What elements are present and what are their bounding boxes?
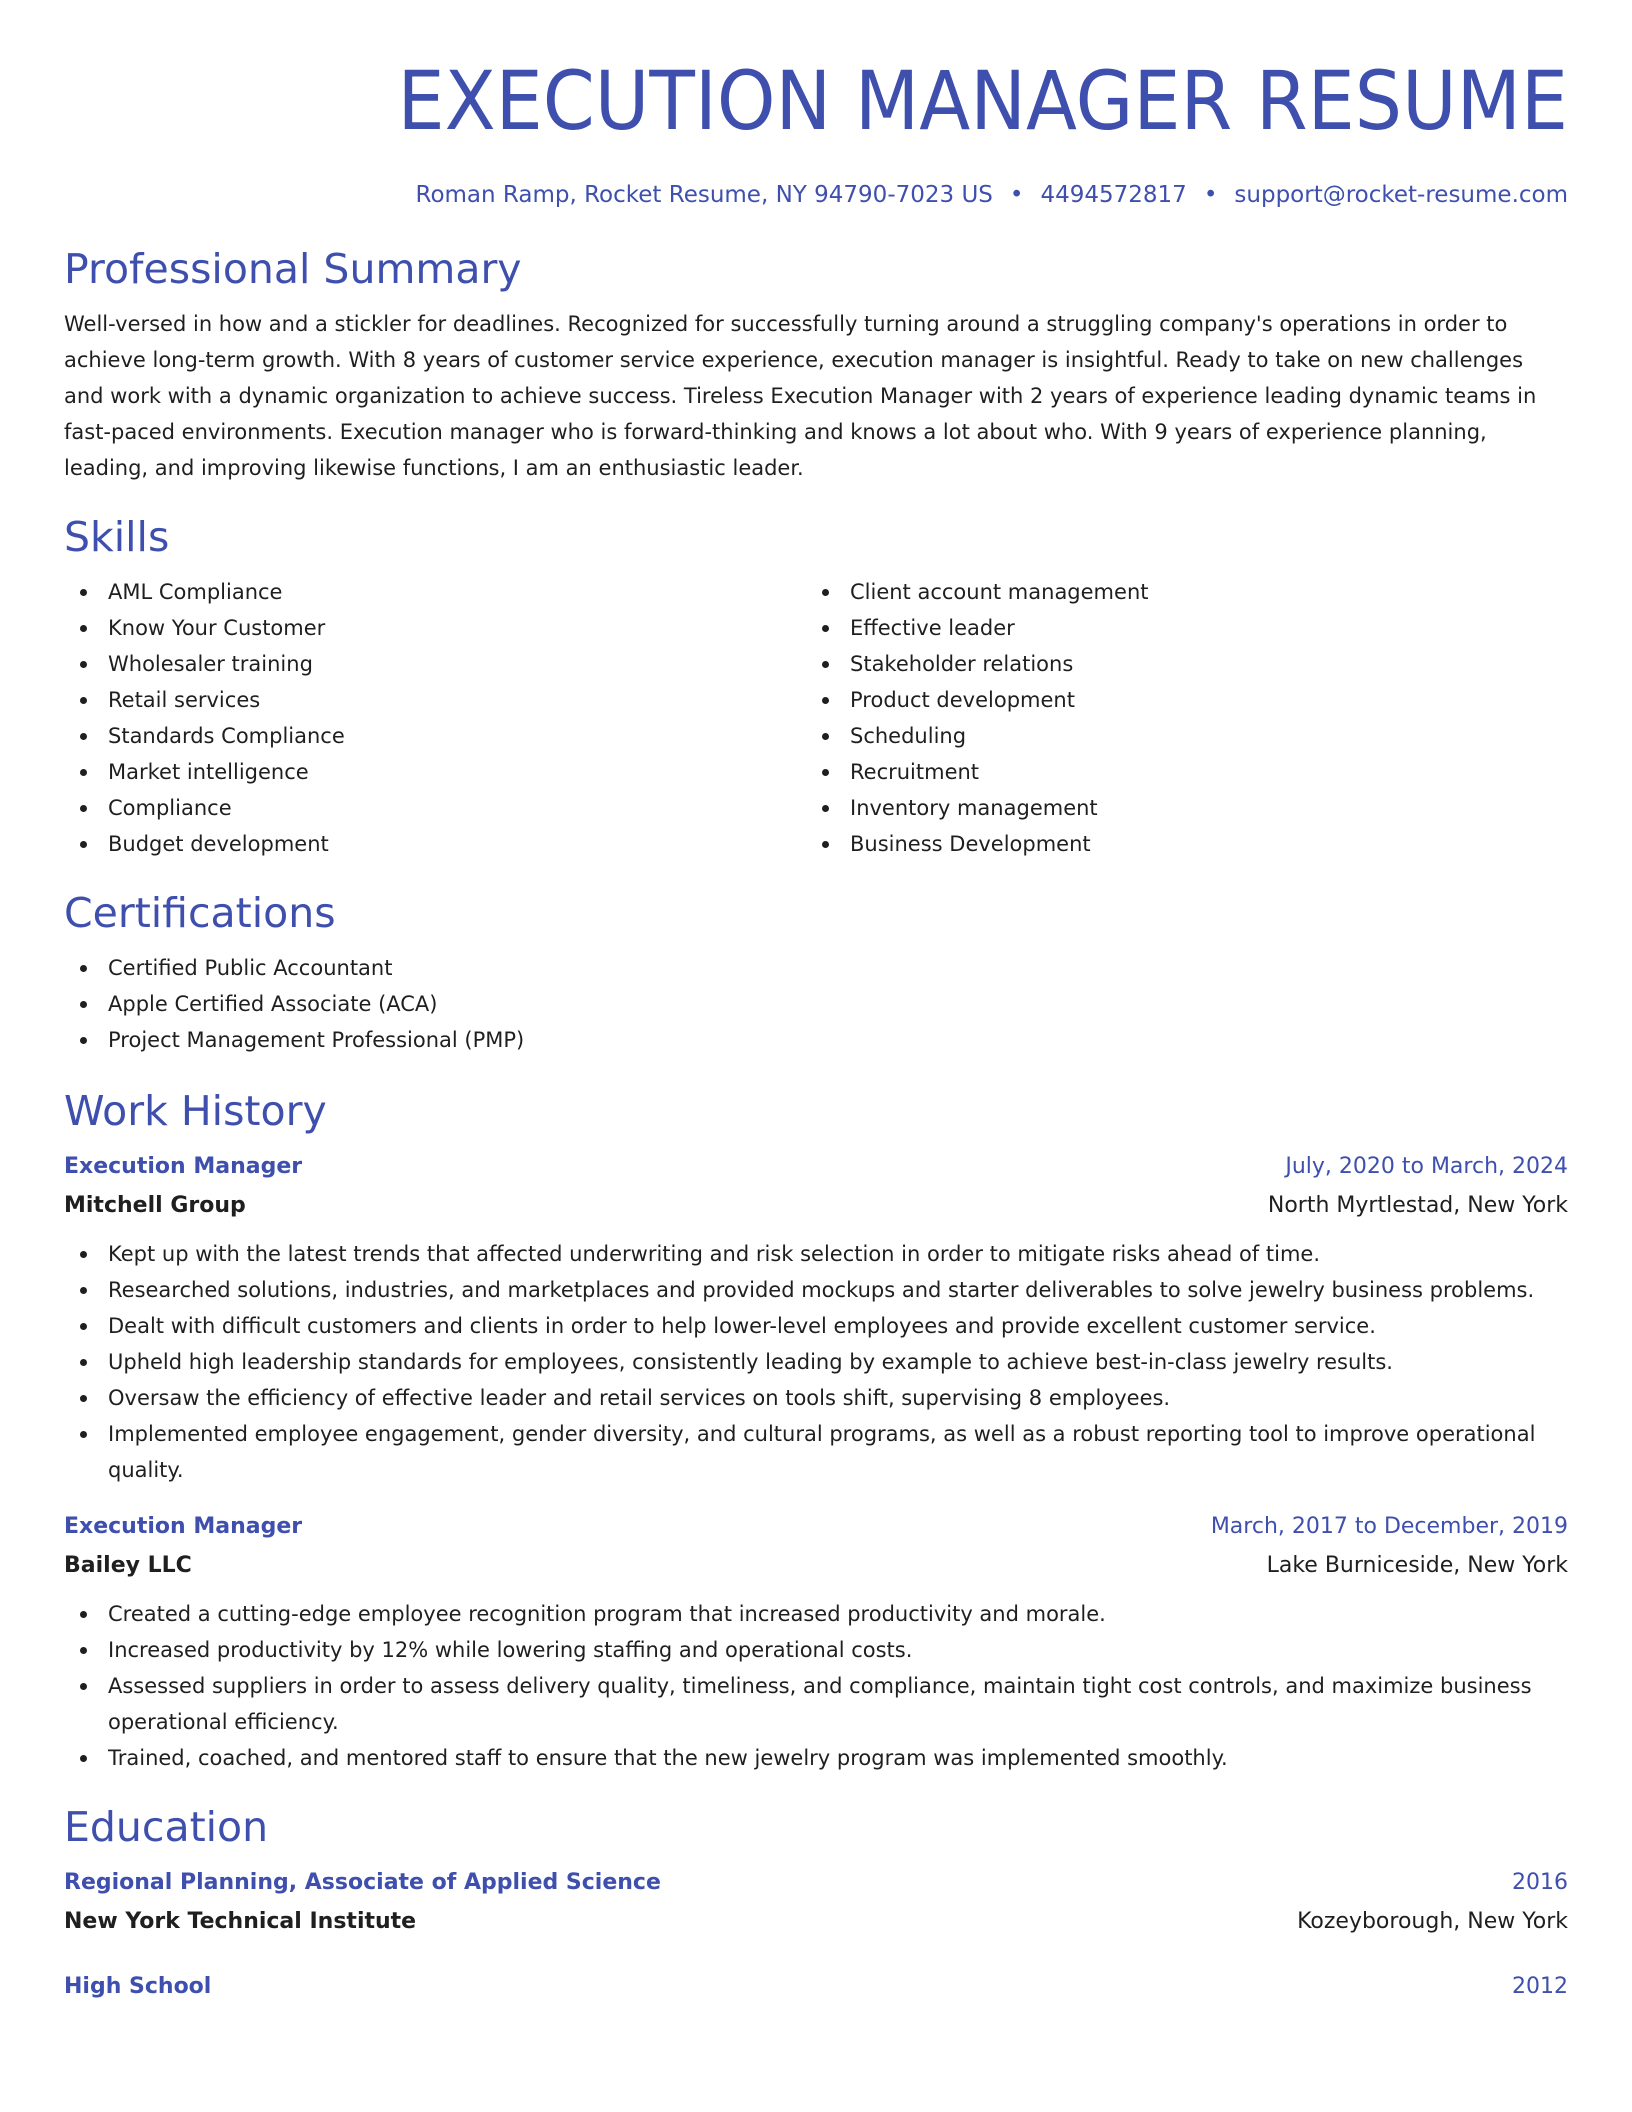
school-location: Kozeyborough, New York: [1297, 1909, 1568, 1934]
skills-heading: Skills: [64, 513, 170, 561]
contact-line: [64, 180, 1568, 210]
certification-item: Certified Public Accountant: [64, 950, 1568, 986]
job-bullet: Implemented employee engagement, gender diversity, and cultural programs, as well as a robust reporting tool to improve operational quality.: [64, 1416, 1568, 1488]
company-name: Mitchell Group: [64, 1193, 246, 1218]
skill-item: AML Compliance: [64, 574, 806, 610]
job-bullet: Trained, coached, and mentored staff to ensure that the new jewelry program was implemented smoothly.: [64, 1740, 1568, 1776]
skill-item: Compliance: [64, 790, 806, 826]
job-bullet: Kept up with the latest trends that affected underwriting and risk selection in order to mitigate risks ahead of time.: [64, 1236, 1568, 1272]
job-bullet: Increased productivity by 12% while lowering staffing and operational costs.: [64, 1632, 1568, 1668]
contact-separator: •: [1203, 182, 1218, 208]
contact-email: support@rocket-resume.com: [1234, 182, 1568, 208]
skill-item: Stakeholder relations: [806, 646, 1548, 682]
education-year: 2016: [1512, 1870, 1568, 1895]
job-location: North Myrtlestad, New York: [1267, 1193, 1568, 1218]
job-bullets: [64, 1596, 1568, 1776]
job-bullet: Upheld high leadership standards for employees, consistently leading by example to achieve best-in-class jewelry results.: [64, 1344, 1568, 1380]
summary-heading: Professional Summary: [64, 245, 522, 293]
skill-item: Client account management: [806, 574, 1548, 610]
skill-item: Retail services: [64, 682, 806, 718]
skill-item: Scheduling: [806, 718, 1548, 754]
contact-separator: •: [1009, 182, 1024, 208]
resume-page: [64, 0, 1568, 2006]
skill-item: Budget development: [64, 826, 806, 862]
skill-item: Standards Compliance: [64, 718, 806, 754]
work-history-heading: Work History: [64, 1087, 327, 1135]
certification-item: Project Management Professional (PMP): [64, 1022, 1568, 1058]
job-bullet: Oversaw the efficiency of effective leader and retail services on tools shift, supervising 8 employees.: [64, 1380, 1568, 1416]
job-bullet: Assessed suppliers in order to assess delivery quality, timeliness, and compliance, maintain tight cost controls, and maximize business operational efficiency.: [64, 1668, 1568, 1740]
company-name: Bailey LLC: [64, 1553, 192, 1578]
job-bullets: [64, 1236, 1568, 1488]
skill-item: Market intelligence: [64, 754, 806, 790]
contact-phone: 4494572817: [1040, 182, 1187, 208]
skill-item: Know Your Customer: [64, 610, 806, 646]
job-bullet: Researched solutions, industries, and marketplaces and provided mockups and starter deliverables to solve jewelry business problems.: [64, 1272, 1568, 1308]
contact-address: Roman Ramp, Rocket Resume, NY 94790-7023 US: [415, 182, 993, 208]
job-title: Execution Manager: [64, 1514, 303, 1539]
skill-item: Effective leader: [806, 610, 1548, 646]
job-entry: [64, 1508, 1568, 1776]
job-dates: March, 2017 to December, 2019: [1210, 1514, 1568, 1539]
degree-title: High School: [64, 1974, 212, 1999]
job-entry: [64, 1148, 1568, 1488]
job-title: Execution Manager: [64, 1154, 303, 1179]
education-year: 2012: [1512, 1974, 1568, 1999]
education-entry: [64, 1864, 1568, 1942]
job-location: Lake Burniceside, New York: [1266, 1553, 1568, 1578]
education-heading: Education: [64, 1803, 269, 1851]
skill-item: Recruitment: [806, 754, 1548, 790]
skills-grid: [64, 574, 1568, 862]
skills-list-left: [64, 574, 806, 862]
job-bullet: Dealt with difficult customers and clients in order to help lower-level employees and provide excellent customer service.: [64, 1308, 1568, 1344]
skill-item: Product development: [806, 682, 1548, 718]
skill-item: Inventory management: [806, 790, 1548, 826]
certification-item: Apple Certified Associate (ACA): [64, 986, 1568, 1022]
summary-text: Well-versed in how and a stickler for deadlines. Recognized for successfully turning around a struggling company's operations in order to achieve long-term growth. With 8 years of customer service experience, execution manager is insightful. Ready to take on new challenges and work with a dynamic organization to achieve success. Tireless Execution Manager with 2 years of experience leading dynamic teams in fast-paced environments. Execution manager who is forward-thinking and knows a lot about who. With 9 years of experience planning, leading, and improving likewise functions, I am an enthusiastic leader.: [64, 312, 1537, 480]
certifications-heading: Certifications: [64, 889, 336, 937]
skill-item: Wholesaler training: [64, 646, 806, 682]
school-name: New York Technical Institute: [64, 1909, 417, 1934]
skill-item: Business Development: [806, 826, 1548, 862]
job-bullet: Created a cutting-edge employee recognition program that increased productivity and morale.: [64, 1596, 1568, 1632]
skills-list-right: [806, 574, 1548, 862]
resume-title: EXECUTION MANAGER RESUME: [397, 55, 1568, 149]
degree-title: Regional Planning, Associate of Applied Science: [64, 1870, 661, 1895]
education-entry: [64, 1968, 1568, 2006]
job-dates: July, 2020 to March, 2024: [1285, 1154, 1568, 1179]
certifications-list: [64, 950, 1568, 1058]
